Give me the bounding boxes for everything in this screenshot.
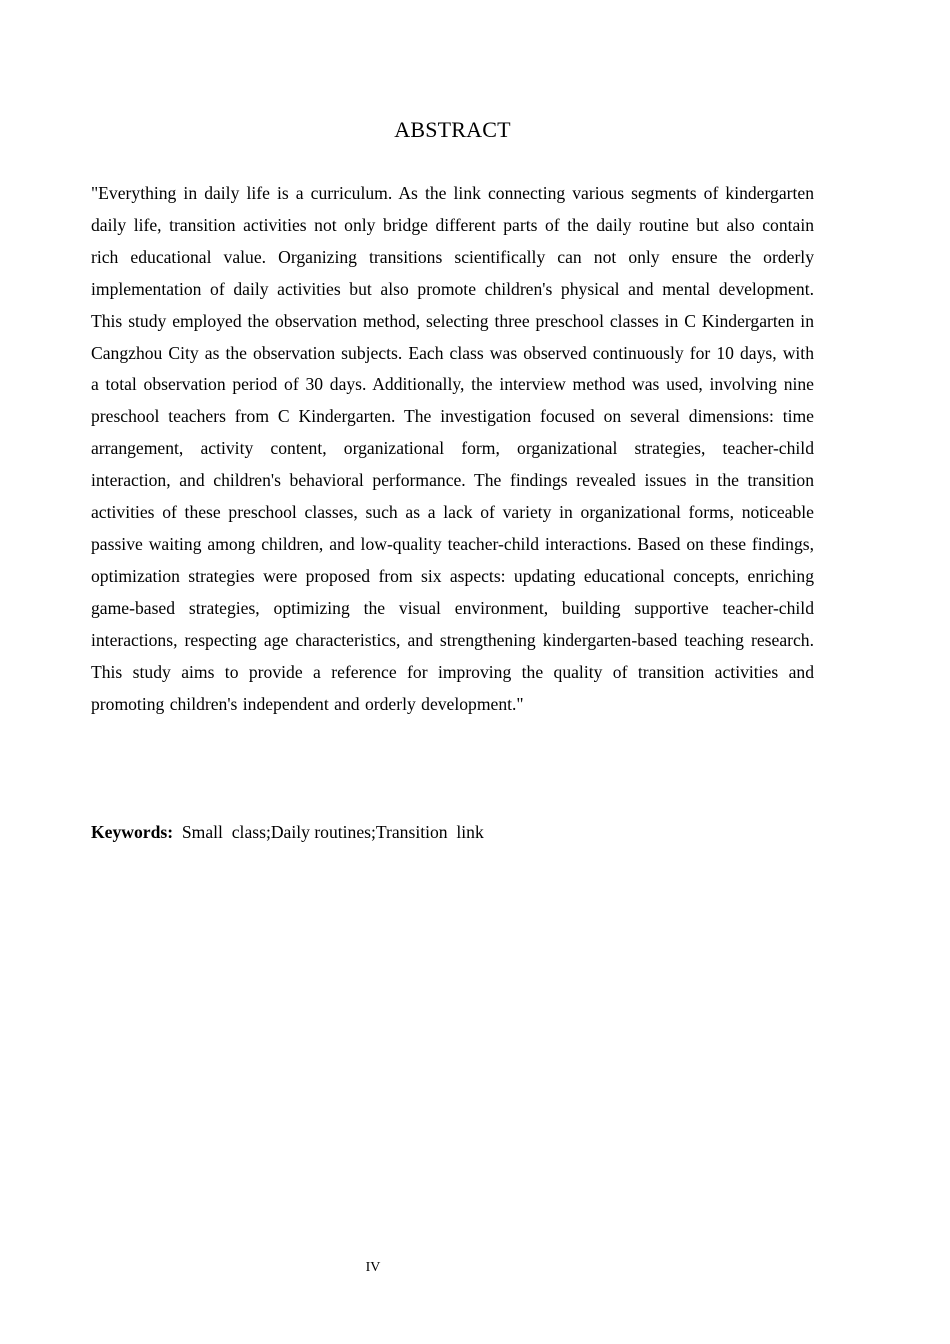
abstract-title: ABSTRACT xyxy=(394,117,511,142)
keywords-value: Small class;Daily routines;Transition link xyxy=(173,822,484,842)
page-number: IV xyxy=(365,1260,381,1275)
keywords-label: Keywords: xyxy=(91,822,174,842)
keywords-line xyxy=(91,818,814,846)
abstract-body: "Everything in daily life is a curriculum. As the link connecting various segments of kindergarten daily life, transition activities not only bridge different parts of the daily routine but also contain rich educational value. Organizing transitions scientifically can not only ensure the orderly implementation of daily activities but also promote children's physical and mental development. This study employed the observation method, selecting three preschool classes in C Kindergarten in Cangzhou City as the observation subjects. Each class was observed continuously for 10 days, with a total observation period of 30 days. Additionally, the interview method was used, involving nine preschool teachers from C Kindergarten. The investigation focused on several dimensions: time arrangement, activity content, organizational form, organizational strategies, teacher-child interaction, and children's behavioral performance. The findings revealed issues in the transition activities of these preschool classes, such as a lack of variety in organizational forms, noticeable passive waiting among children, and low-quality teacher-child interactions. Based on these findings, optimization strategies were proposed from six aspects: updating educational concepts, enriching game-based strategies, optimizing the visual environment, building supportive teacher-child interactions, respecting age characteristics, and strengthening kindergarten-based teaching research. This study aims to provide a reference for improving the quality of transition activities and promoting children's independent and orderly development." xyxy=(91,183,814,714)
